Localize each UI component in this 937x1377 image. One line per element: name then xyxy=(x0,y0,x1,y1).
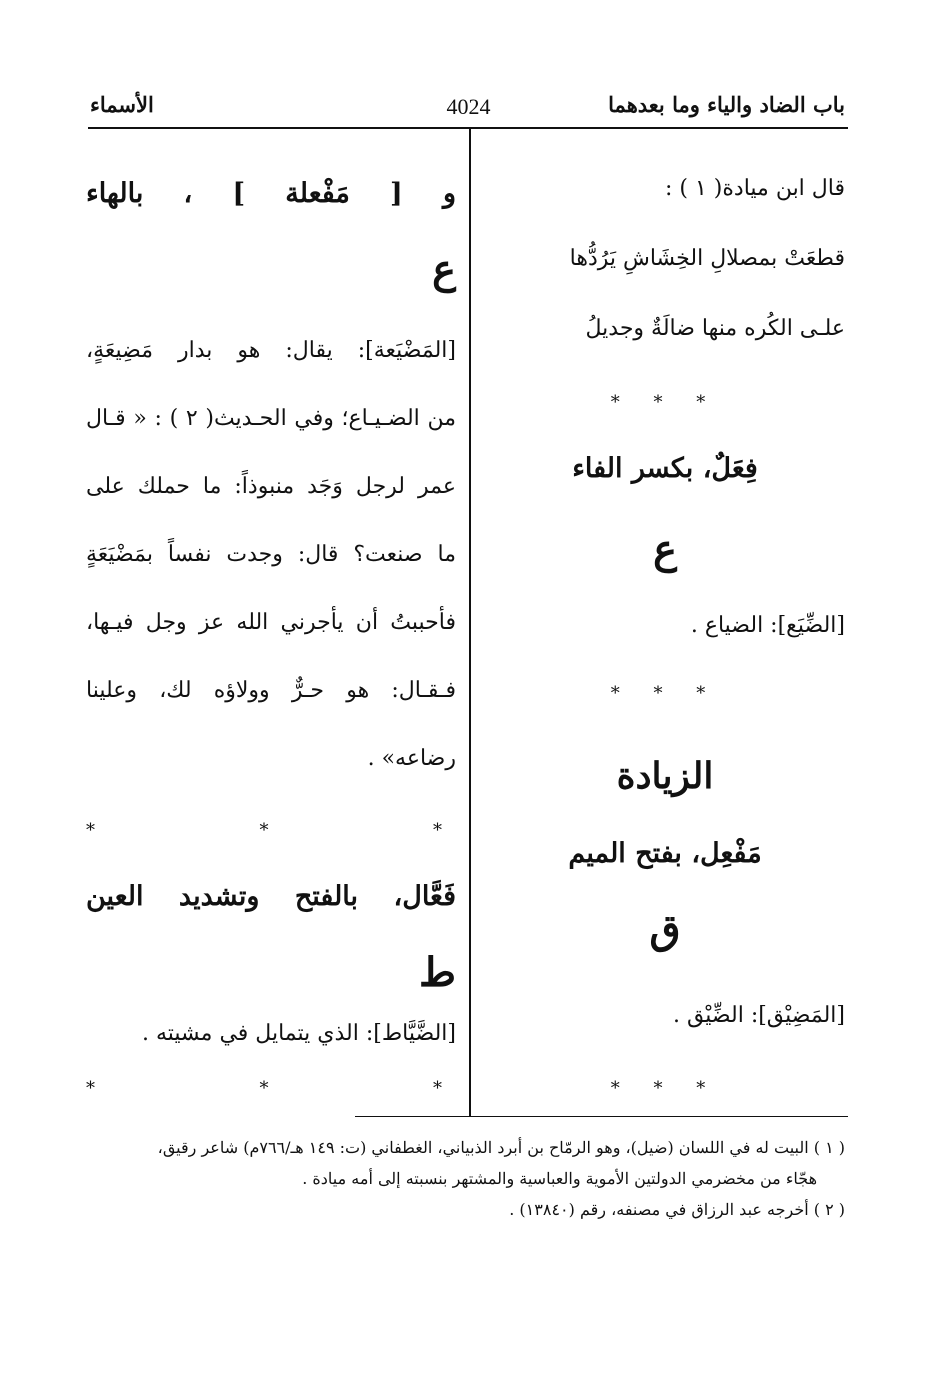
root-letter-qaf: ق xyxy=(649,906,681,953)
header-rule xyxy=(88,127,848,129)
section-separator: * * * xyxy=(610,683,720,704)
column-divider xyxy=(469,129,471,1117)
section-heading-ziyada: الزيادة xyxy=(616,755,714,797)
footnote-1: ( ١ ) البيت له في اللسان (ضيل)، وهو الرمّاح بن أبرد الذبياني، الغطفاني (ت: ١٤٩ هـ/٧٦٦م) شاعر رقيق، xyxy=(157,1138,845,1157)
entry-almadiq: [المَضِيْق]: الضِّيْق . xyxy=(672,1003,845,1028)
section-separator: * * * xyxy=(610,392,720,413)
footnotes xyxy=(85,1132,845,1225)
poem-verse-2: علـى الكُره منها ضالَةٌ وجديلُ xyxy=(585,316,845,341)
running-header-section: الأسماء xyxy=(90,92,154,117)
pattern-heading-fil: فِعَلٌ، بكسر الفاء xyxy=(572,453,758,484)
section-separator: * * * xyxy=(86,1078,456,1099)
section-separator: * * * xyxy=(610,1078,720,1099)
poem-intro: قال ابن ميادة( ١ ) : xyxy=(664,176,845,201)
left-column xyxy=(86,150,456,1110)
entry-line: فأحببتُ أن يأجرني الله عز وجل فيـها، xyxy=(86,610,456,635)
pattern-heading-mafil: مَفْعِل، بفتح الميم xyxy=(568,838,762,869)
entry-line: عمر لرجل وَجَد منبوذاً: ما حملك على xyxy=(86,474,456,499)
pattern-heading-faaal: فَعَّال، بالفتح وتشديد العين xyxy=(86,881,456,912)
root-letter-ta: ط xyxy=(419,949,456,996)
pattern-heading-mafala: و [ مَفْعلة ] ، بالهاء xyxy=(86,178,456,209)
entry-line-last: رضاعه» . xyxy=(367,746,456,771)
entry-line: [المَضْيَعة]: يقال: هو بدار مَضِيعَةٍ، xyxy=(86,338,456,363)
footnote-2: ( ٢ ) أخرجه عبد الرزاق في مصنفه، رقم (١٣٨٤٠) . xyxy=(509,1200,845,1219)
footnote-rule xyxy=(355,1116,848,1117)
entry-line: فـقـال: هو حـرٌّ وولاؤه لك، وعلينا xyxy=(86,678,456,703)
right-column xyxy=(485,150,845,1110)
root-letter-ain: ع xyxy=(653,526,677,573)
running-header-chapter: باب الضاد والياء وما بعدهما xyxy=(608,92,845,117)
poem-verse-1: قطعَتْ بمصلالِ الخِشَاشِ يَرُدُّها xyxy=(569,246,845,271)
section-separator: * * * xyxy=(86,820,456,841)
root-letter-ain: ع xyxy=(432,246,456,293)
entry-line: من الضـيـاع؛ وفي الحـديث( ٢ ) : « قـال xyxy=(86,406,457,431)
entry-aldayyat: [الضَّيَّاط]: الذي يتمايل في مشيته . xyxy=(141,1021,456,1046)
footnote-1-continued: هجّاء من مخضرمي الدولتين الأموية والعباسية والمشتهر بنسبته إلى أمه ميادة . xyxy=(302,1169,817,1188)
entry-aldiya: [الضِّيَع]: الضياع . xyxy=(690,613,845,638)
entry-line: ما صنعت؟ قال: وجدت نفساً بمَضْيَعَةٍ xyxy=(86,542,456,567)
page-number: 4024 xyxy=(446,94,491,119)
